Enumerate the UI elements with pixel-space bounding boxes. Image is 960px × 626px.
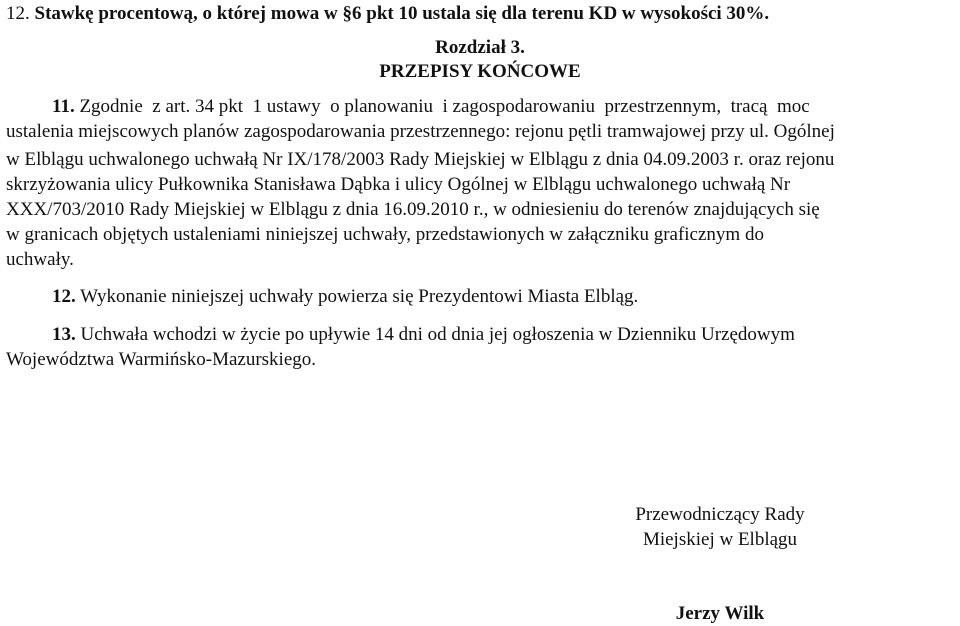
- chapter-subtitle: PRZEPISY KOŃCOWE: [379, 61, 581, 82]
- paragraph-13-line-2: Województwa Warmińsko-Mazurskiego.: [6, 349, 317, 370]
- signature-role-line-1: Przewodniczący Rady: [635, 504, 805, 525]
- paragraph-12-top: [6, 2, 769, 26]
- paragraph-11-line-2: ustalenia miejscowych planów zagospodarowania przestrzennego: rejonu pętli tramwajowej przy ul. Ogólnej: [6, 121, 835, 142]
- paragraph-11-line-5: XXX/703/2010 Rady Miejskiej w Elblągu z dnia 16.09.2010 r., w odniesieniu do terenów znajdujących się: [6, 199, 820, 220]
- paragraph-12: [6, 285, 638, 309]
- paragraph-12-text: Wykonanie niniejszej uchwały powierza się Prezydentowi Miasta Elbląg.: [80, 286, 639, 307]
- chapter-title: Rozdział 3.: [435, 37, 525, 58]
- paragraph-11-line-3: w Elblągu uchwalonego uchwałą Nr IX/178/2003 Rady Miejskiej w Elblągu z dnia 04.09.2003 r. oraz rejonu: [6, 149, 835, 170]
- paragraph-12-number: 12.: [52, 286, 76, 307]
- paragraph-11-number: 11.: [52, 96, 75, 117]
- signature-role-line-2: Miejskiej w Elblągu: [642, 529, 798, 550]
- paragraph-number: 12.: [6, 3, 30, 24]
- paragraph-13-line-1: [6, 323, 795, 347]
- paragraph-11-line-4: skrzyżowania ulicy Pułkownika Stanisława Dąbka i ulicy Ogólnej w Elblągu uchwalonego uchwałą Nr: [6, 174, 791, 195]
- paragraph-11-text-line: Zgodnie z art. 34 pkt 1 ustawy o planowaniu i zagospodarowaniu przestrzennym, tracą moc: [79, 96, 810, 117]
- paragraph-11-line-1: [6, 95, 958, 119]
- paragraph-13-number: 13.: [52, 324, 76, 345]
- paragraph-11-line-7: uchwały.: [6, 249, 74, 270]
- paragraph-text: Stawkę procentową, o której mowa w §6 pkt 10 ustala się dla terenu KD w wysokości 30%.: [34, 3, 770, 24]
- paragraph-11-line-6: w granicach objętych ustaleniami niniejszej uchwały, przedstawionych w załączniku graficznym do: [6, 224, 764, 245]
- paragraph-13-text-line: Uchwała wchodzi w życie po upływie 14 dni od dnia jej ogłoszenia w Dzienniku Urzędowym: [80, 324, 795, 345]
- signature-name: Jerzy Wilk: [675, 603, 765, 624]
